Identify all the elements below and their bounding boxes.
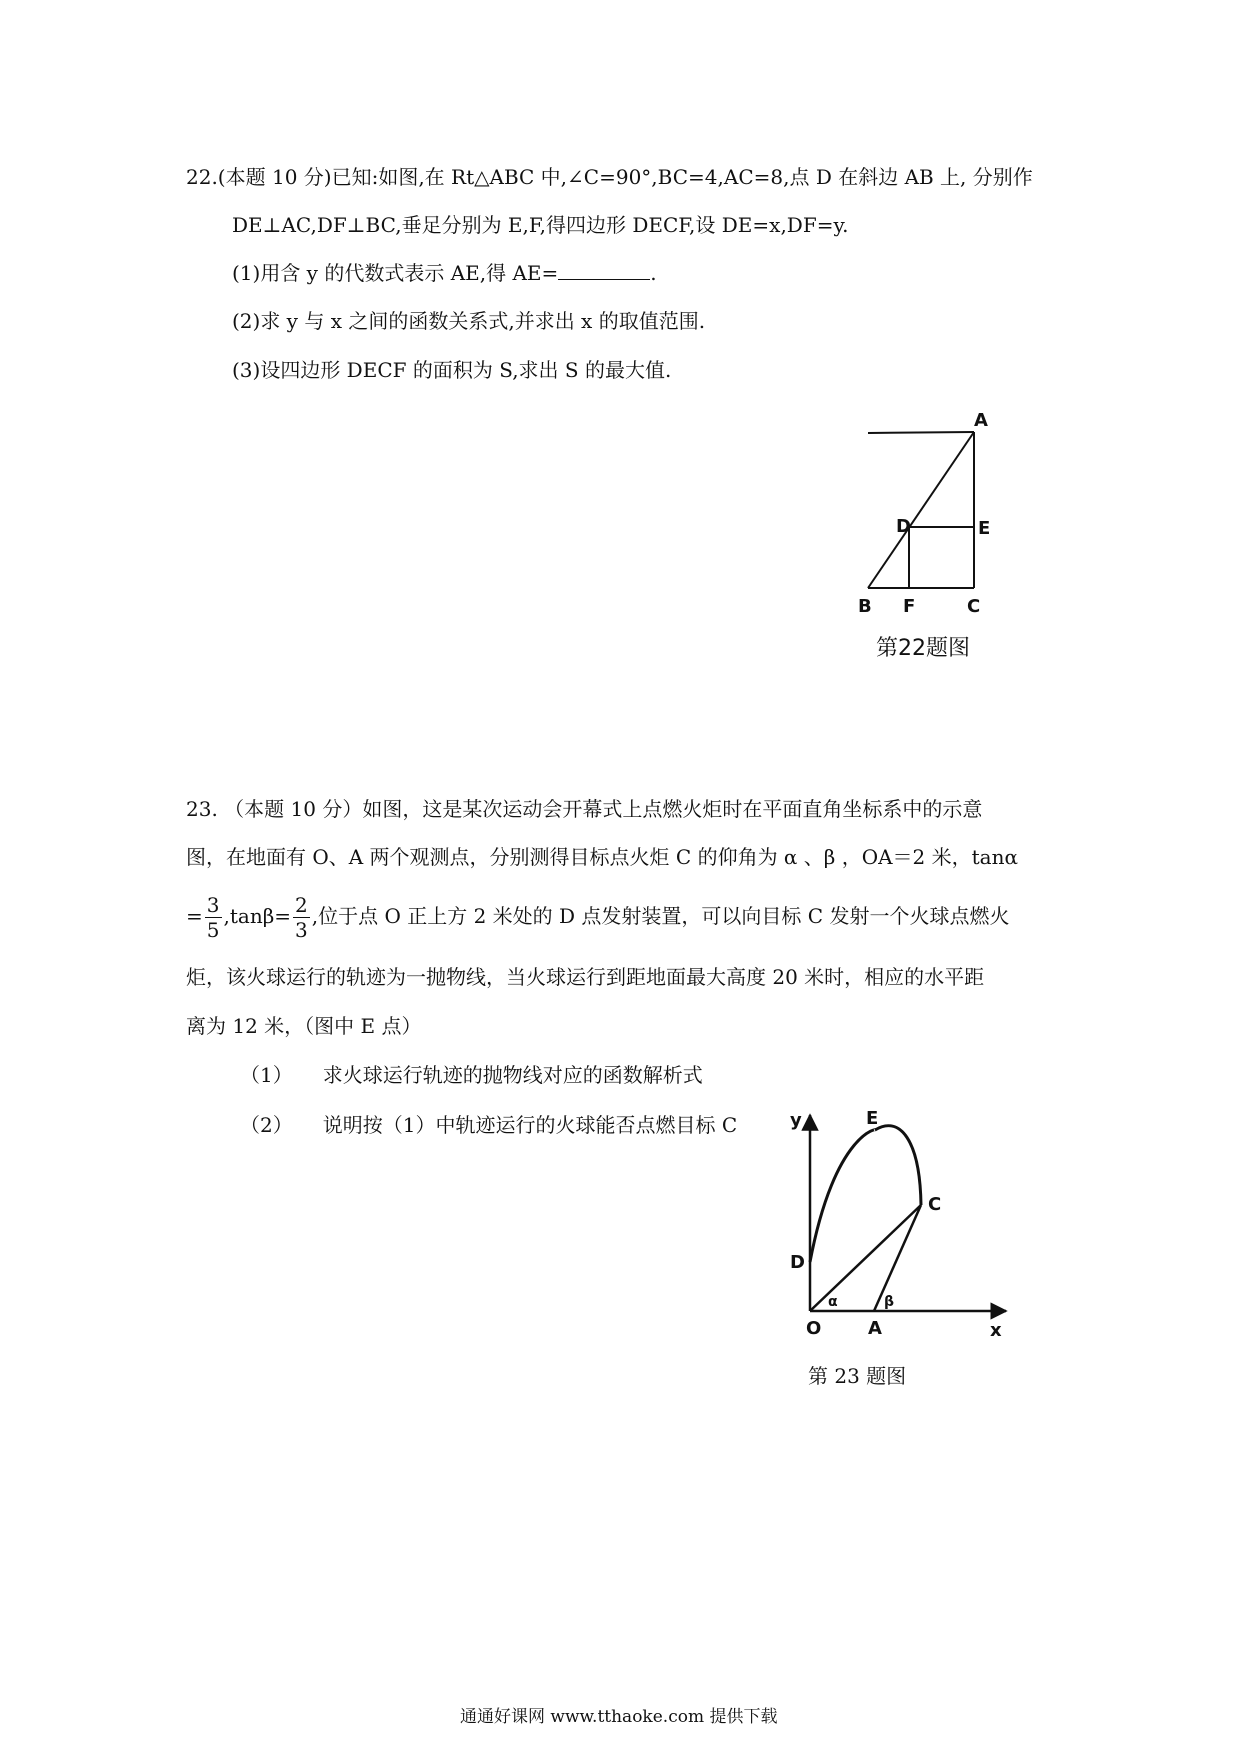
q23-part1-num: （1）: [240, 1063, 293, 1087]
label-e: E: [978, 518, 991, 539]
q23-part1-text: 求火球运行轨迹的抛物线对应的函数解析式: [322, 1063, 703, 1087]
frac2-den: 3: [295, 918, 308, 942]
q23-part2-text: 说明按（1）中轨迹运行的火球能否点燃目标 C: [322, 1113, 738, 1137]
q22-line1: 22.(本题 10 分)已知:如图,在 Rt△ABC 中,∠C=90°,BC=4,AC=8,点 D 在斜边 AB 上, 分别作: [186, 165, 1033, 189]
q22-part1-text: (1)用含 y 的代数式表示 AE,得 AE=: [232, 261, 559, 285]
q23-part2-num: （2）: [240, 1113, 293, 1137]
eq-mid: ,tanβ=: [223, 904, 292, 928]
eq-prefix: =: [186, 904, 203, 928]
q22-caption: 第22题图: [876, 636, 970, 661]
label-c: C: [967, 596, 981, 617]
q23-line2: 图，在地面有 O、A 两个观测点，分别测得目标点火炬 C 的仰角为 α 、β ，OA＝2 米，tanα: [186, 845, 1018, 869]
label-x: x: [990, 1320, 1002, 1341]
q23-line5: 离为 12 米，（图中 E 点）: [186, 1014, 422, 1038]
frac1-num: 3: [206, 893, 220, 917]
label-d: D: [790, 1252, 805, 1273]
q22-part2: (2)求 y 与 x 之间的函数关系式,并求出 x 的取值范围.: [232, 309, 706, 333]
label-f: F: [903, 596, 916, 617]
line-ac: [874, 1205, 921, 1311]
label-y: y: [790, 1110, 802, 1131]
q22-part1-period: .: [650, 261, 657, 285]
label-e: E: [866, 1108, 879, 1129]
label-d: D: [896, 516, 911, 537]
label-a: A: [974, 410, 988, 431]
q22-part3: (3)设四边形 DECF 的面积为 S,求出 S 的最大值.: [232, 358, 672, 382]
line-oc: [810, 1205, 921, 1311]
label-b: B: [858, 596, 872, 617]
q23-line4: 炬，该火球运行的轨迹为一抛物线，当火球运行到距地面最大高度 20 米时，相应的水平距: [186, 965, 985, 989]
eq-suffix: ,位于点 O 正上方 2 米处的 D 点发射装置，可以向目标 C 发射一个火球点燃火: [311, 904, 1010, 928]
frac1-den: 5: [206, 918, 220, 942]
label-beta: β: [884, 1294, 895, 1310]
label-o: O: [806, 1318, 822, 1339]
footer: 通通好课网 www.tthaoke.com 提供下载: [460, 1707, 778, 1727]
q22-line2: DE⊥AC,DF⊥BC,垂足分别为 E,F,得四边形 DECF,设 DE=x,DF=y.: [232, 213, 849, 237]
q23-line1: 23. （本题 10 分）如图，这是某次运动会开幕式上点燃火炬时在平面直角坐标系中的示意: [186, 797, 983, 821]
label-alpha: α: [828, 1294, 838, 1310]
label-a: A: [868, 1318, 882, 1339]
q23-caption: 第 23 题图: [808, 1364, 907, 1388]
frac2-num: 2: [295, 893, 308, 917]
label-c: C: [928, 1194, 942, 1215]
